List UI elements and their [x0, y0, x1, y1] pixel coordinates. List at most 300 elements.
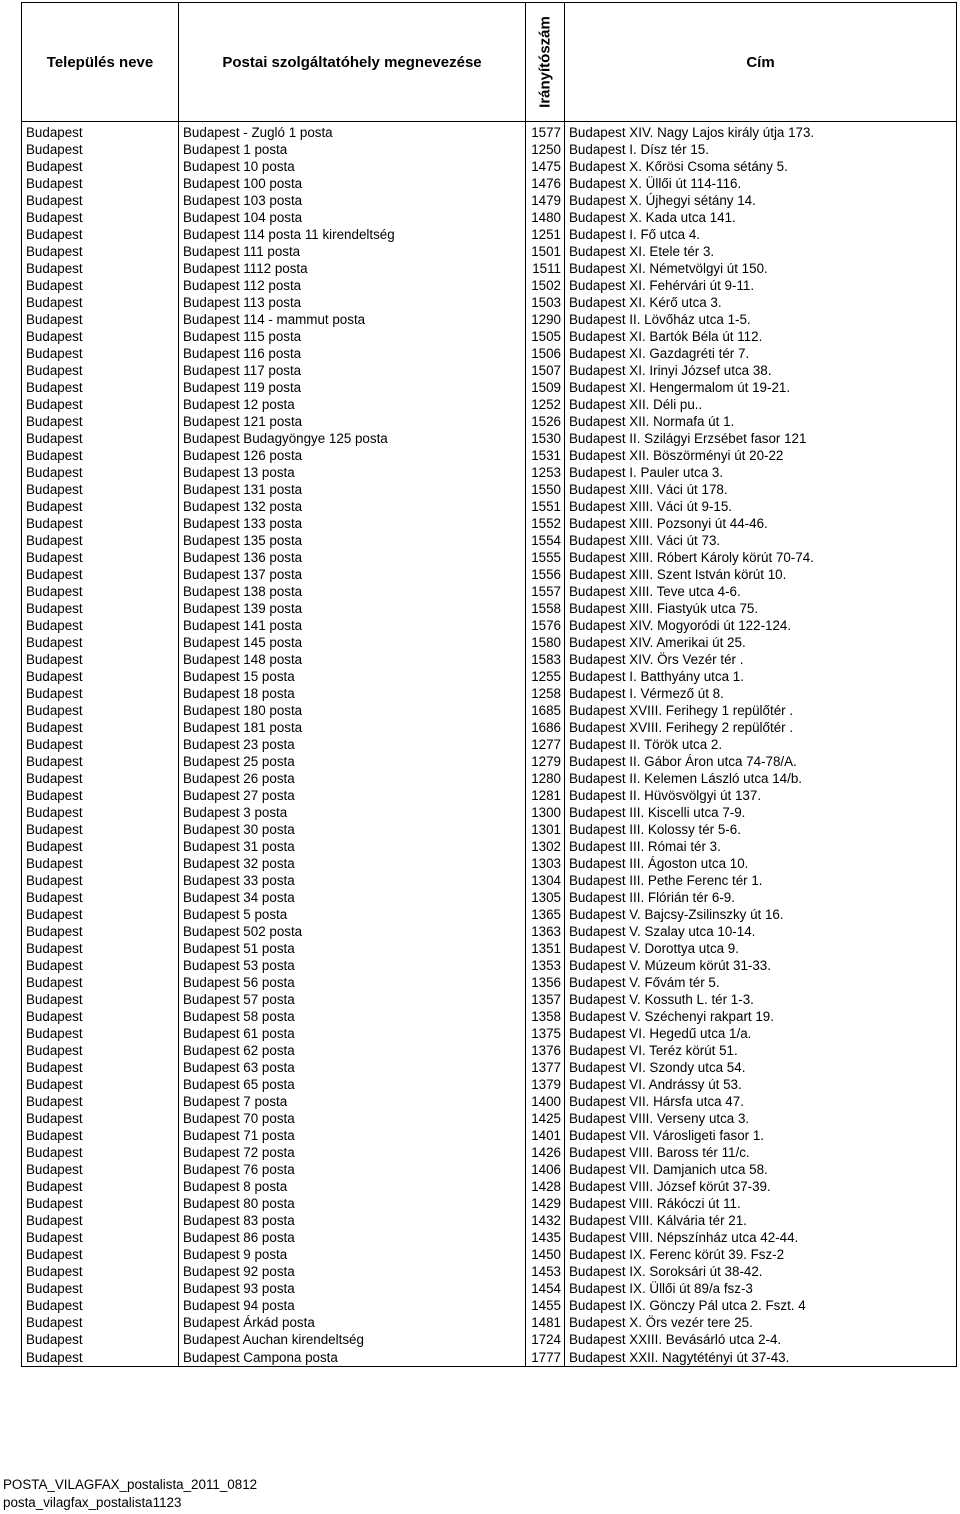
cell-szolgaltatohely: Budapest 86 posta [179, 1229, 526, 1246]
cell-telepules: Budapest [22, 1263, 179, 1280]
cell-telepules: Budapest [22, 838, 179, 855]
cell-szolgaltatohely: Budapest 115 posta [179, 328, 526, 345]
cell-cim: Budapest XI. Fehérvári út 9-11. [565, 277, 957, 294]
cell-iranyitoszam: 1255 [526, 668, 565, 685]
table-row [22, 311, 957, 328]
cell-szolgaltatohely: Budapest 138 posta [179, 583, 526, 600]
cell-telepules: Budapest [22, 122, 179, 142]
cell-telepules: Budapest [22, 1314, 179, 1331]
table-row [22, 226, 957, 243]
cell-szolgaltatohely: Budapest Árkád posta [179, 1314, 526, 1331]
postal-table [21, 2, 957, 1367]
cell-cim: Budapest VII. Damjanich utca 58. [565, 1161, 957, 1178]
cell-telepules: Budapest [22, 940, 179, 957]
cell-szolgaltatohely: Budapest 136 posta [179, 549, 526, 566]
table-row [22, 957, 957, 974]
cell-iranyitoszam: 1475 [526, 158, 565, 175]
cell-cim: Budapest V. Kossuth L. tér 1-3. [565, 991, 957, 1008]
header-iranyitoszam-label: Irányítószám [536, 16, 554, 108]
cell-cim: Budapest X. Kőrösi Csoma sétány 5. [565, 158, 957, 175]
cell-iranyitoszam: 1479 [526, 192, 565, 209]
cell-iranyitoszam: 1401 [526, 1127, 565, 1144]
cell-telepules: Budapest [22, 1246, 179, 1263]
cell-szolgaltatohely: Budapest - Zugló 1 posta [179, 122, 526, 142]
cell-iranyitoszam: 1453 [526, 1263, 565, 1280]
table-row [22, 260, 957, 277]
cell-szolgaltatohely: Budapest 53 posta [179, 957, 526, 974]
cell-cim: Budapest IX. Ferenc körút 39. Fsz-2 [565, 1246, 957, 1263]
cell-telepules: Budapest [22, 600, 179, 617]
cell-cim: Budapest XIV. Mogyoródi út 122-124. [565, 617, 957, 634]
cell-szolgaltatohely: Budapest 121 posta [179, 413, 526, 430]
cell-telepules: Budapest [22, 1229, 179, 1246]
cell-cim: Budapest X. Kada utca 141. [565, 209, 957, 226]
cell-telepules: Budapest [22, 481, 179, 498]
cell-szolgaltatohely: Budapest 62 posta [179, 1042, 526, 1059]
table-row [22, 617, 957, 634]
cell-cim: Budapest II. Török utca 2. [565, 736, 957, 753]
cell-iranyitoszam: 1432 [526, 1212, 565, 1229]
cell-iranyitoszam: 1526 [526, 413, 565, 430]
cell-cim: Budapest XXIII. Bevásárló utca 2-4. [565, 1331, 957, 1348]
cell-cim: Budapest XII. Normafa út 1. [565, 413, 957, 430]
cell-szolgaltatohely: Budapest Budagyöngye 125 posta [179, 430, 526, 447]
cell-szolgaltatohely: Budapest 26 posta [179, 770, 526, 787]
cell-szolgaltatohely: Budapest Campona posta [179, 1348, 526, 1367]
cell-cim: Budapest V. Fővám tér 5. [565, 974, 957, 991]
table-row [22, 1212, 957, 1229]
cell-cim: Budapest X. Üllői út 114-116. [565, 175, 957, 192]
cell-iranyitoszam: 1301 [526, 821, 565, 838]
cell-iranyitoszam: 1503 [526, 294, 565, 311]
cell-telepules: Budapest [22, 532, 179, 549]
cell-cim: Budapest IX. Soroksári út 38-42. [565, 1263, 957, 1280]
table-row [22, 719, 957, 736]
cell-telepules: Budapest [22, 634, 179, 651]
cell-szolgaltatohely: Budapest 141 posta [179, 617, 526, 634]
cell-cim: Budapest VIII. Verseny utca 3. [565, 1110, 957, 1127]
cell-cim: Budapest XI. Hengermalom út 19-21. [565, 379, 957, 396]
table-row [22, 753, 957, 770]
cell-szolgaltatohely: Budapest 94 posta [179, 1297, 526, 1314]
cell-szolgaltatohely: Budapest 5 posta [179, 906, 526, 923]
table-row [22, 1195, 957, 1212]
cell-szolgaltatohely: Budapest 132 posta [179, 498, 526, 515]
cell-cim: Budapest III. Ágoston utca 10. [565, 855, 957, 872]
cell-telepules: Budapest [22, 1008, 179, 1025]
table-row [22, 1127, 957, 1144]
cell-cim: Budapest XIV. Amerikai út 25. [565, 634, 957, 651]
cell-iranyitoszam: 1428 [526, 1178, 565, 1195]
cell-telepules: Budapest [22, 1144, 179, 1161]
header-szolgaltatohely: Postai szolgáltatóhely megnevezése [179, 3, 526, 122]
cell-szolgaltatohely: Budapest 1 posta [179, 141, 526, 158]
cell-iranyitoszam: 1358 [526, 1008, 565, 1025]
cell-cim: Budapest V. Szalay utca 10-14. [565, 923, 957, 940]
cell-cim: Budapest I. Batthyány utca 1. [565, 668, 957, 685]
cell-telepules: Budapest [22, 294, 179, 311]
cell-iranyitoszam: 1425 [526, 1110, 565, 1127]
table-row [22, 1042, 957, 1059]
cell-szolgaltatohely: Budapest 18 posta [179, 685, 526, 702]
cell-iranyitoszam: 1531 [526, 447, 565, 464]
cell-cim: Budapest VII. Városligeti fasor 1. [565, 1127, 957, 1144]
table-row [22, 872, 957, 889]
cell-iranyitoszam: 1558 [526, 600, 565, 617]
cell-telepules: Budapest [22, 872, 179, 889]
cell-telepules: Budapest [22, 1076, 179, 1093]
table-row [22, 906, 957, 923]
cell-iranyitoszam: 1353 [526, 957, 565, 974]
cell-cim: Budapest II. Lövőház utca 1-5. [565, 311, 957, 328]
cell-cim: Budapest XI. Gazdagréti tér 7. [565, 345, 957, 362]
cell-cim: Budapest VI. Teréz körút 51. [565, 1042, 957, 1059]
cell-telepules: Budapest [22, 617, 179, 634]
cell-telepules: Budapest [22, 1093, 179, 1110]
table-row [22, 668, 957, 685]
table-row [22, 1076, 957, 1093]
cell-telepules: Budapest [22, 396, 179, 413]
cell-iranyitoszam: 1556 [526, 566, 565, 583]
cell-iranyitoszam: 1777 [526, 1348, 565, 1367]
cell-iranyitoszam: 1555 [526, 549, 565, 566]
table-row [22, 1059, 957, 1076]
cell-szolgaltatohely: Budapest 56 posta [179, 974, 526, 991]
cell-szolgaltatohely: Budapest 25 posta [179, 753, 526, 770]
cell-szolgaltatohely: Budapest 27 posta [179, 787, 526, 804]
cell-cim: Budapest XIII. Róbert Károly körút 70-74. [565, 549, 957, 566]
footer-filename: POSTA_VILAGFAX_postalista_2011_0812 [3, 1477, 258, 1492]
cell-cim: Budapest X. Örs vezér tere 25. [565, 1314, 957, 1331]
cell-szolgaltatohely: Budapest 61 posta [179, 1025, 526, 1042]
cell-szolgaltatohely: Budapest 83 posta [179, 1212, 526, 1229]
cell-iranyitoszam: 1550 [526, 481, 565, 498]
cell-szolgaltatohely: Budapest 10 posta [179, 158, 526, 175]
table-row [22, 770, 957, 787]
cell-cim: Budapest XI. Etele tér 3. [565, 243, 957, 260]
cell-szolgaltatohely: Budapest 31 posta [179, 838, 526, 855]
cell-iranyitoszam: 1505 [526, 328, 565, 345]
cell-cim: Budapest XIII. Teve utca 4-6. [565, 583, 957, 600]
cell-telepules: Budapest [22, 549, 179, 566]
cell-iranyitoszam: 1376 [526, 1042, 565, 1059]
cell-szolgaltatohely: Budapest 116 posta [179, 345, 526, 362]
table-row [22, 515, 957, 532]
cell-szolgaltatohely: Budapest 7 posta [179, 1093, 526, 1110]
cell-cim: Budapest VI. Andrássy út 53. [565, 1076, 957, 1093]
cell-cim: Budapest VIII. Rákóczi út 11. [565, 1195, 957, 1212]
cell-cim: Budapest V. Széchenyi rakpart 19. [565, 1008, 957, 1025]
cell-cim: Budapest XIV. Örs Vezér tér . [565, 651, 957, 668]
cell-szolgaltatohely: Budapest 71 posta [179, 1127, 526, 1144]
cell-szolgaltatohely: Budapest 63 posta [179, 1059, 526, 1076]
cell-iranyitoszam: 1476 [526, 175, 565, 192]
cell-telepules: Budapest [22, 345, 179, 362]
cell-iranyitoszam: 1281 [526, 787, 565, 804]
cell-telepules: Budapest [22, 1127, 179, 1144]
cell-iranyitoszam: 1379 [526, 1076, 565, 1093]
cell-cim: Budapest II. Gábor Áron utca 74-78/A. [565, 753, 957, 770]
cell-cim: Budapest III. Kiscelli utca 7-9. [565, 804, 957, 821]
cell-szolgaltatohely: Budapest 135 posta [179, 532, 526, 549]
cell-cim: Budapest XXII. Nagytétényi út 37-43. [565, 1348, 957, 1367]
cell-iranyitoszam: 1290 [526, 311, 565, 328]
cell-iranyitoszam: 1724 [526, 1331, 565, 1348]
table-row [22, 294, 957, 311]
cell-iranyitoszam: 1363 [526, 923, 565, 940]
table-row [22, 991, 957, 1008]
cell-telepules: Budapest [22, 1348, 179, 1367]
cell-iranyitoszam: 1580 [526, 634, 565, 651]
table-row [22, 447, 957, 464]
table-row [22, 600, 957, 617]
cell-szolgaltatohely: Budapest 15 posta [179, 668, 526, 685]
cell-szolgaltatohely: Budapest 1112 posta [179, 260, 526, 277]
table-row [22, 583, 957, 600]
cell-telepules: Budapest [22, 1161, 179, 1178]
cell-telepules: Budapest [22, 379, 179, 396]
cell-iranyitoszam: 1280 [526, 770, 565, 787]
cell-telepules: Budapest [22, 855, 179, 872]
cell-iranyitoszam: 1552 [526, 515, 565, 532]
header-iranyitoszam [526, 3, 565, 122]
cell-telepules: Budapest [22, 1331, 179, 1348]
cell-szolgaltatohely: Budapest 8 posta [179, 1178, 526, 1195]
cell-cim: Budapest XIII. Váci út 73. [565, 532, 957, 549]
cell-telepules: Budapest [22, 923, 179, 940]
cell-iranyitoszam: 1277 [526, 736, 565, 753]
cell-iranyitoszam: 1455 [526, 1297, 565, 1314]
cell-szolgaltatohely: Budapest 34 posta [179, 889, 526, 906]
table-row [22, 1229, 957, 1246]
cell-szolgaltatohely: Budapest 114 - mammut posta [179, 311, 526, 328]
cell-szolgaltatohely: Budapest 65 posta [179, 1076, 526, 1093]
cell-szolgaltatohely: Budapest 113 posta [179, 294, 526, 311]
cell-szolgaltatohely: Budapest 93 posta [179, 1280, 526, 1297]
cell-iranyitoszam: 1377 [526, 1059, 565, 1076]
cell-telepules: Budapest [22, 1025, 179, 1042]
cell-iranyitoszam: 1300 [526, 804, 565, 821]
cell-iranyitoszam: 1435 [526, 1229, 565, 1246]
cell-cim: Budapest III. Kolossy tér 5-6. [565, 821, 957, 838]
cell-cim: Budapest V. Múzeum körút 31-33. [565, 957, 957, 974]
table-row [22, 464, 957, 481]
cell-telepules: Budapest [22, 209, 179, 226]
cell-telepules: Budapest [22, 804, 179, 821]
cell-cim: Budapest XIV. Nagy Lajos király útja 173. [565, 122, 957, 142]
table-row [22, 1348, 957, 1367]
cell-telepules: Budapest [22, 1195, 179, 1212]
cell-cim: Budapest II. Szilágyi Erzsébet fasor 121 [565, 430, 957, 447]
cell-iranyitoszam: 1303 [526, 855, 565, 872]
table-row [22, 1280, 957, 1297]
cell-iranyitoszam: 1551 [526, 498, 565, 515]
table-row [22, 328, 957, 345]
cell-szolgaltatohely: Budapest 104 posta [179, 209, 526, 226]
cell-telepules: Budapest [22, 719, 179, 736]
header-telepules: Település neve [22, 3, 179, 122]
cell-szolgaltatohely: Budapest 30 posta [179, 821, 526, 838]
cell-telepules: Budapest [22, 311, 179, 328]
cell-telepules: Budapest [22, 821, 179, 838]
table-row [22, 1314, 957, 1331]
cell-cim: Budapest X. Újhegyi sétány 14. [565, 192, 957, 209]
cell-szolgaltatohely: Budapest 181 posta [179, 719, 526, 736]
cell-cim: Budapest XVIII. Ferihegy 1 repülőtér . [565, 702, 957, 719]
cell-telepules: Budapest [22, 1059, 179, 1076]
cell-szolgaltatohely: Budapest 57 posta [179, 991, 526, 1008]
cell-iranyitoszam: 1356 [526, 974, 565, 991]
cell-szolgaltatohely: Budapest 111 posta [179, 243, 526, 260]
cell-cim: Budapest XIII. Pozsonyi út 44-46. [565, 515, 957, 532]
cell-iranyitoszam: 1481 [526, 1314, 565, 1331]
cell-telepules: Budapest [22, 362, 179, 379]
cell-telepules: Budapest [22, 1297, 179, 1314]
cell-iranyitoszam: 1480 [526, 209, 565, 226]
cell-szolgaltatohely: Budapest 126 posta [179, 447, 526, 464]
cell-iranyitoszam: 1251 [526, 226, 565, 243]
cell-szolgaltatohely: Budapest 100 posta [179, 175, 526, 192]
cell-szolgaltatohely: Budapest 76 posta [179, 1161, 526, 1178]
cell-szolgaltatohely: Budapest 180 posta [179, 702, 526, 719]
header-row [22, 3, 957, 122]
table-row [22, 362, 957, 379]
cell-szolgaltatohely: Budapest Auchan kirendeltség [179, 1331, 526, 1348]
table-row [22, 838, 957, 855]
cell-telepules: Budapest [22, 736, 179, 753]
table-row [22, 974, 957, 991]
cell-iranyitoszam: 1576 [526, 617, 565, 634]
table-row [22, 685, 957, 702]
table-row [22, 379, 957, 396]
cell-iranyitoszam: 1304 [526, 872, 565, 889]
cell-telepules: Budapest [22, 685, 179, 702]
cell-szolgaltatohely: Budapest 148 posta [179, 651, 526, 668]
table-row [22, 175, 957, 192]
cell-cim: Budapest VIII. József körút 37-39. [565, 1178, 957, 1195]
cell-telepules: Budapest [22, 957, 179, 974]
table-row [22, 855, 957, 872]
table-row [22, 122, 957, 142]
cell-iranyitoszam: 1686 [526, 719, 565, 736]
table-row [22, 481, 957, 498]
cell-iranyitoszam: 1406 [526, 1161, 565, 1178]
cell-telepules: Budapest [22, 260, 179, 277]
cell-cim: Budapest II. Hüvösvölgyi út 137. [565, 787, 957, 804]
cell-telepules: Budapest [22, 668, 179, 685]
table-row [22, 1297, 957, 1314]
cell-cim: Budapest VIII. Kálvária tér 21. [565, 1212, 957, 1229]
cell-cim: Budapest XII. Böszörményi út 20-22 [565, 447, 957, 464]
table-row [22, 1144, 957, 1161]
table-row [22, 1110, 957, 1127]
cell-szolgaltatohely: Budapest 33 posta [179, 872, 526, 889]
cell-iranyitoszam: 1454 [526, 1280, 565, 1297]
cell-iranyitoszam: 1530 [526, 430, 565, 447]
cell-telepules: Budapest [22, 702, 179, 719]
cell-cim: Budapest XII. Déli pu.. [565, 396, 957, 413]
cell-telepules: Budapest [22, 1280, 179, 1297]
cell-telepules: Budapest [22, 583, 179, 600]
table-row [22, 549, 957, 566]
cell-cim: Budapest VII. Hársfa utca 47. [565, 1093, 957, 1110]
cell-telepules: Budapest [22, 226, 179, 243]
cell-cim: Budapest III. Pethe Ferenc tér 1. [565, 872, 957, 889]
cell-iranyitoszam: 1302 [526, 838, 565, 855]
cell-telepules: Budapest [22, 906, 179, 923]
cell-szolgaltatohely: Budapest 117 posta [179, 362, 526, 379]
cell-telepules: Budapest [22, 1110, 179, 1127]
cell-iranyitoszam: 1557 [526, 583, 565, 600]
table-row [22, 1178, 957, 1195]
cell-szolgaltatohely: Budapest 12 posta [179, 396, 526, 413]
cell-iranyitoszam: 1305 [526, 889, 565, 906]
cell-iranyitoszam: 1357 [526, 991, 565, 1008]
cell-iranyitoszam: 1685 [526, 702, 565, 719]
table-row [22, 158, 957, 175]
cell-telepules: Budapest [22, 277, 179, 294]
cell-szolgaltatohely: Budapest 32 posta [179, 855, 526, 872]
cell-cim: Budapest IX. Gönczy Pál utca 2. Fszt. 4 [565, 1297, 957, 1314]
cell-szolgaltatohely: Budapest 131 posta [179, 481, 526, 498]
cell-telepules: Budapest [22, 413, 179, 430]
cell-iranyitoszam: 1511 [526, 260, 565, 277]
cell-telepules: Budapest [22, 651, 179, 668]
table-row [22, 498, 957, 515]
table-row [22, 1025, 957, 1042]
table-row [22, 141, 957, 158]
cell-cim: Budapest VI. Szondy utca 54. [565, 1059, 957, 1076]
cell-cim: Budapest V. Dorottya utca 9. [565, 940, 957, 957]
table-row [22, 736, 957, 753]
cell-iranyitoszam: 1279 [526, 753, 565, 770]
cell-telepules: Budapest [22, 158, 179, 175]
cell-iranyitoszam: 1258 [526, 685, 565, 702]
cell-szolgaltatohely: Budapest 137 posta [179, 566, 526, 583]
cell-telepules: Budapest [22, 515, 179, 532]
footer-filename-2: posta_vilagfax_postalista1123 [3, 1495, 182, 1510]
table-row [22, 396, 957, 413]
cell-cim: Budapest I. Dísz tér 15. [565, 141, 957, 158]
cell-iranyitoszam: 1400 [526, 1093, 565, 1110]
table-body [22, 122, 957, 1367]
cell-iranyitoszam: 1583 [526, 651, 565, 668]
table-row [22, 889, 957, 906]
cell-cim: Budapest II. Kelemen László utca 14/b. [565, 770, 957, 787]
cell-iranyitoszam: 1252 [526, 396, 565, 413]
cell-szolgaltatohely: Budapest 3 posta [179, 804, 526, 821]
cell-cim: Budapest I. Pauler utca 3. [565, 464, 957, 481]
cell-iranyitoszam: 1351 [526, 940, 565, 957]
cell-cim: Budapest VI. Hegedű utca 1/a. [565, 1025, 957, 1042]
cell-iranyitoszam: 1507 [526, 362, 565, 379]
table-row [22, 1093, 957, 1110]
table-row [22, 1263, 957, 1280]
cell-szolgaltatohely: Budapest 112 posta [179, 277, 526, 294]
table-row [22, 192, 957, 209]
cell-iranyitoszam: 1554 [526, 532, 565, 549]
cell-cim: Budapest IX. Üllői út 89/a fsz-3 [565, 1280, 957, 1297]
cell-iranyitoszam: 1365 [526, 906, 565, 923]
cell-cim: Budapest I. Vérmező út 8. [565, 685, 957, 702]
cell-cim: Budapest VIII. Baross tér 11/c. [565, 1144, 957, 1161]
cell-iranyitoszam: 1429 [526, 1195, 565, 1212]
cell-szolgaltatohely: Budapest 145 posta [179, 634, 526, 651]
table-row [22, 345, 957, 362]
cell-telepules: Budapest [22, 447, 179, 464]
header-cim: Cím [565, 3, 957, 122]
cell-szolgaltatohely: Budapest 51 posta [179, 940, 526, 957]
